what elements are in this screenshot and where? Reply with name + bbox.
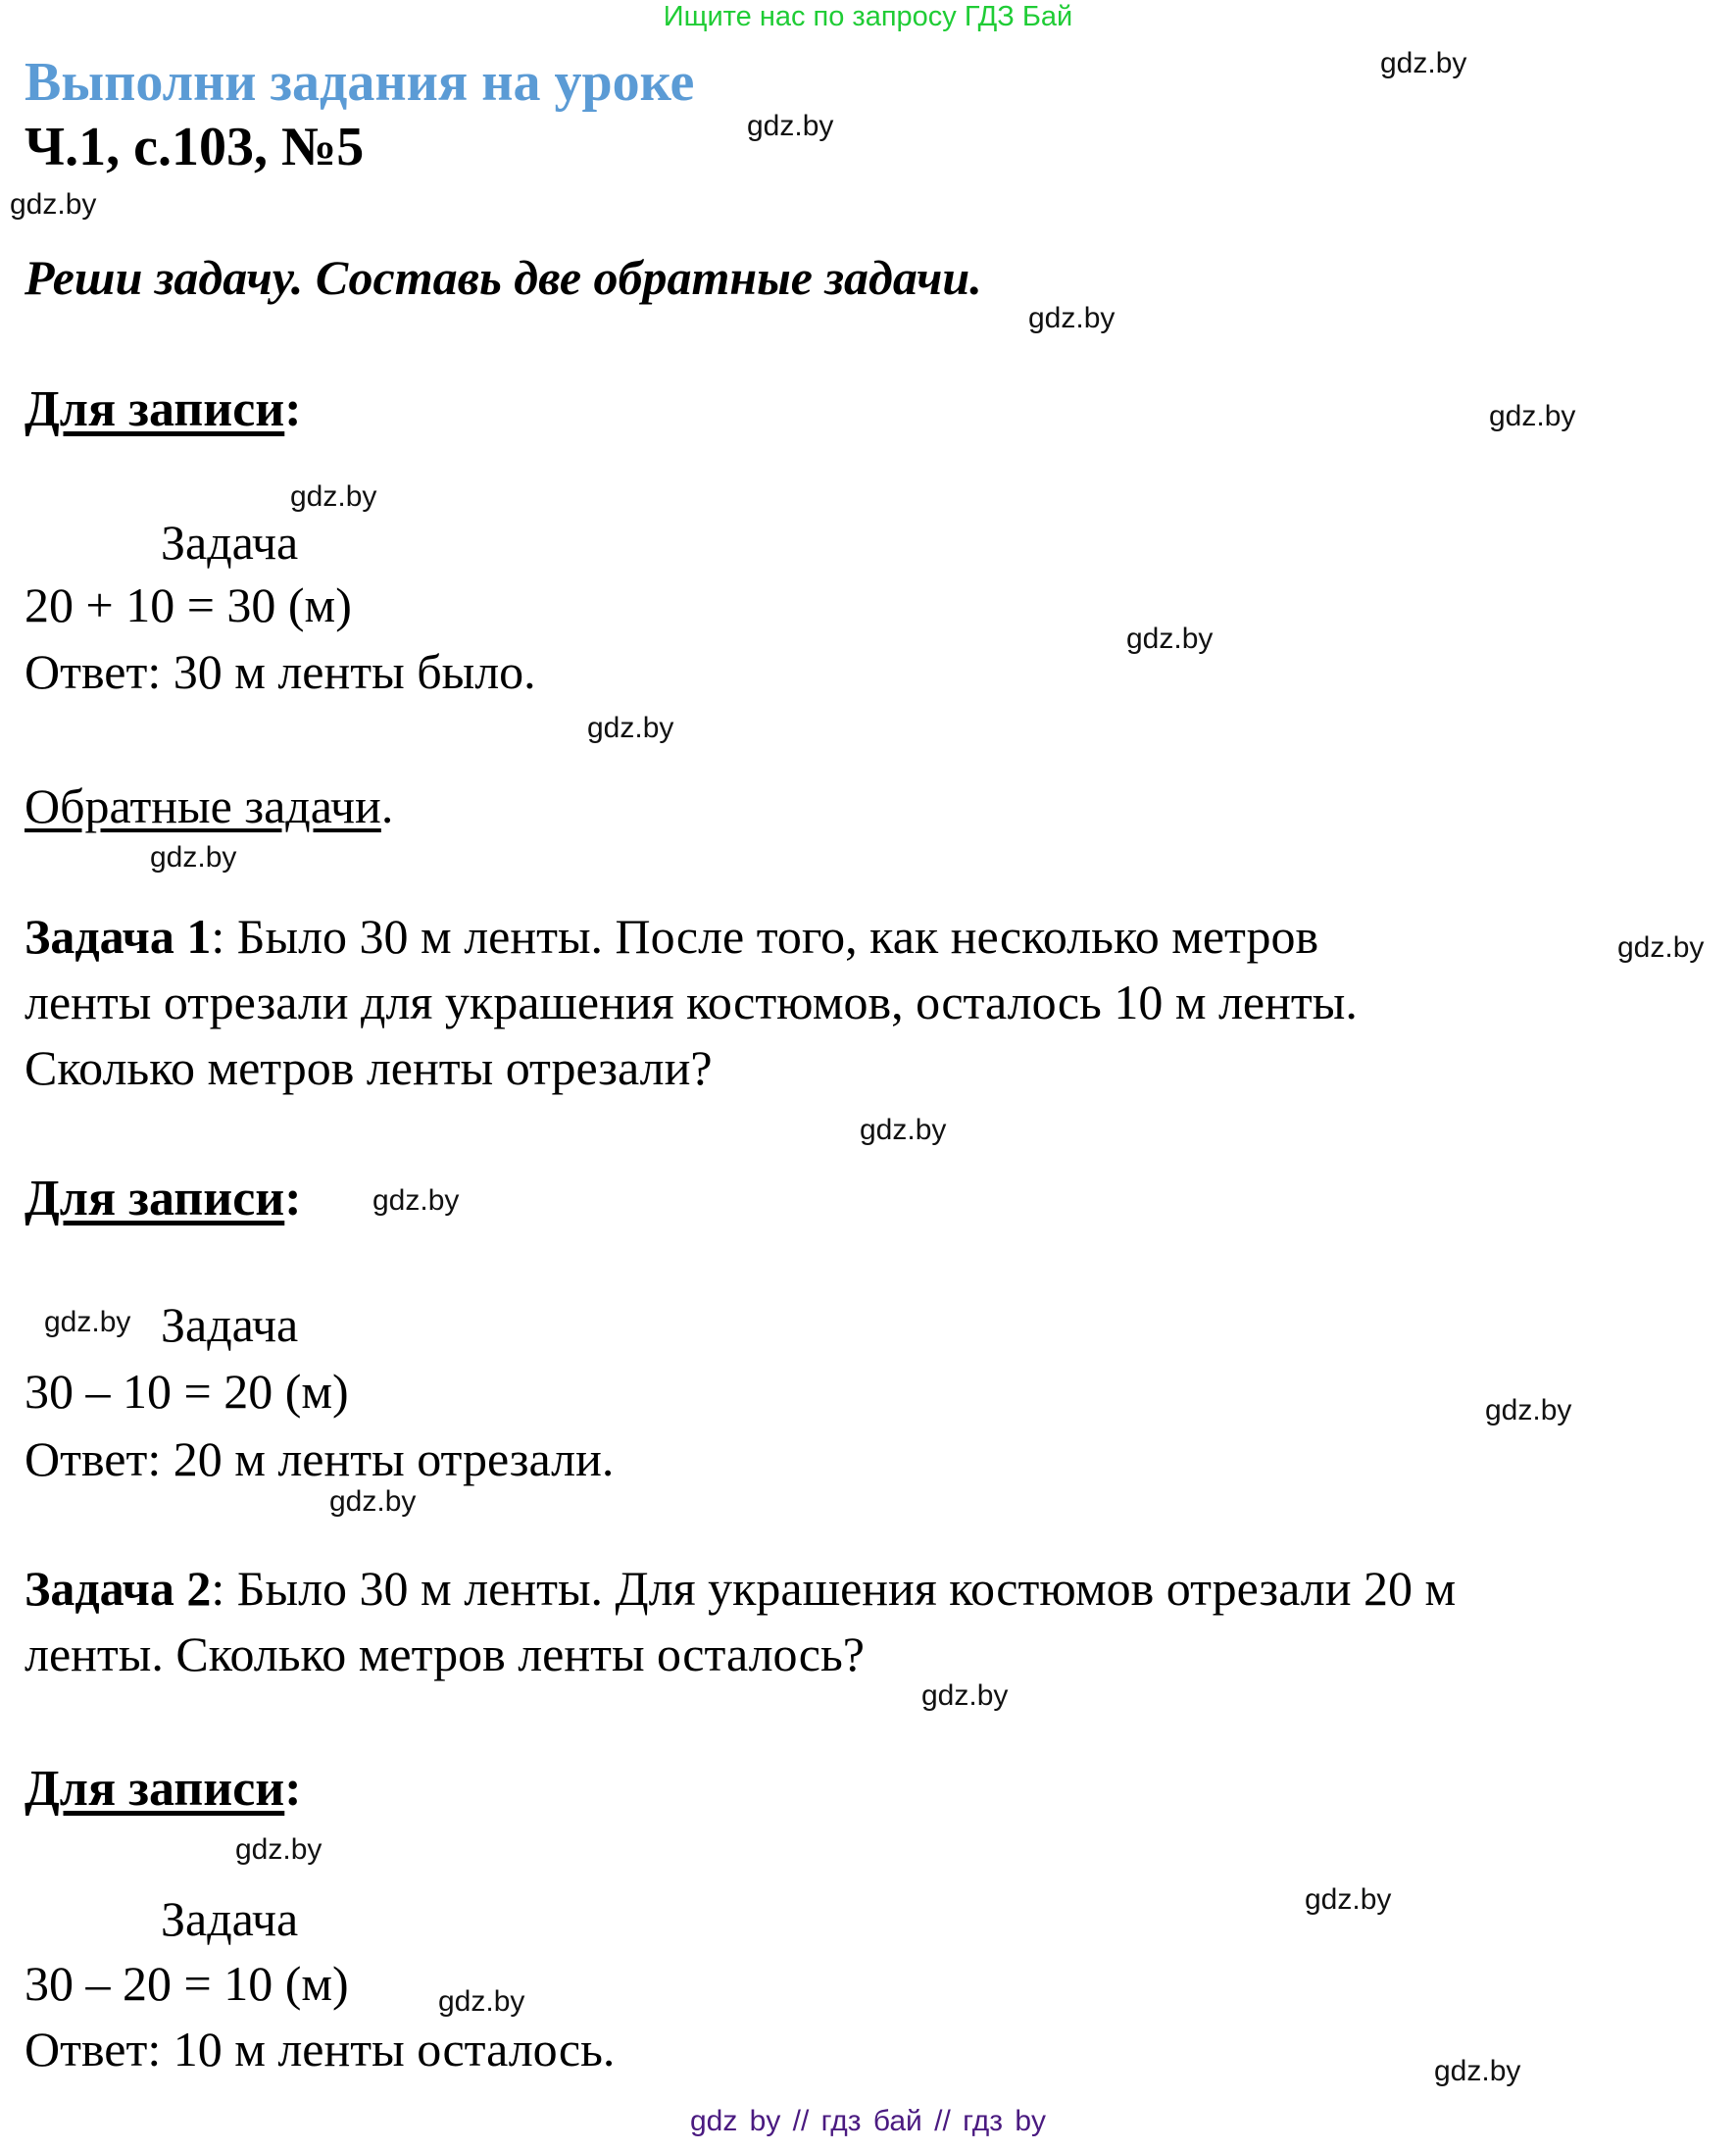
inverse-tasks-title (25, 776, 393, 835)
watermark: gdz.by (747, 110, 834, 142)
task1-line-2: ленты отрезали для украшения костюмов, осталось 10 м ленты. (25, 975, 1358, 1029)
watermark: gdz.by (1434, 2055, 1521, 2087)
record-colon: : (284, 381, 302, 437)
record-heading-3 (25, 1760, 302, 1819)
solution-heading-task2: Задача (161, 1891, 299, 1946)
solution-heading-main: Задача (161, 515, 299, 570)
watermark: gdz.by (921, 1679, 1009, 1712)
record-heading-2 (25, 1170, 302, 1228)
equation-main: 20 + 10 = 30 (м) (25, 577, 352, 632)
exercise-reference: Ч.1, с.103, №5 (25, 117, 365, 177)
task2-label: Задача 2 (25, 1561, 212, 1616)
watermark: gdz.by (372, 1184, 460, 1217)
task1-colon: : (211, 909, 225, 964)
task2-statement (25, 1556, 1730, 1687)
task2-line-2: ленты. Сколько метров ленты осталось? (25, 1626, 865, 1681)
record-heading-1 (25, 380, 302, 439)
watermark: gdz.by (860, 1114, 947, 1146)
inverse-tasks-label: Обратные задачи (25, 778, 381, 833)
watermark: gdz.by (438, 1985, 525, 2018)
solution-heading-task1: Задача (161, 1297, 299, 1352)
watermark: gdz.by (290, 480, 377, 513)
record-colon: : (284, 1761, 302, 1817)
watermark: gdz.by (1028, 302, 1116, 334)
watermark: gdz.by (587, 712, 674, 744)
answer-main: Ответ: 30 м ленты было. (25, 644, 536, 699)
search-banner: Ищите нас по запросу ГДЗ Бай (663, 1, 1073, 32)
watermark: gdz.by (1126, 623, 1214, 655)
record-label: Для записи (25, 1171, 285, 1226)
answer-task1: Ответ: 20 м ленты отрезали. (25, 1431, 615, 1486)
record-label: Для записи (25, 1761, 285, 1817)
footer-links: gdz by // гдз бай // гдз by (689, 2105, 1047, 2137)
watermark: gdz.by (1489, 400, 1576, 432)
record-colon: : (284, 1171, 302, 1226)
watermark: gdz.by (10, 188, 97, 221)
watermark: gdz.by (235, 1833, 322, 1866)
task-instruction: Реши задачу. Составь две обратные задачи. (25, 250, 982, 305)
equation-task1: 30 – 10 = 20 (м) (25, 1364, 349, 1419)
task1-statement (25, 904, 1730, 1101)
watermark: gdz.by (1305, 1883, 1392, 1916)
watermark: gdz.by (1485, 1394, 1572, 1426)
watermark: gdz.by (44, 1306, 131, 1338)
watermark: gdz.by (1380, 47, 1467, 79)
task1-line-1 (25, 904, 1730, 970)
watermark: gdz.by (1617, 931, 1705, 964)
page-title: Выполни задания на уроке (25, 52, 695, 113)
watermark: gdz.by (329, 1485, 417, 1518)
equation-task2: 30 – 20 = 10 (м) (25, 1956, 349, 2011)
task2-text-1: Было 30 м ленты. Для украшения костюмов отрезали 20 м (224, 1561, 1457, 1616)
task1-line-3: Сколько метров ленты отрезали? (25, 1040, 713, 1095)
inverse-tasks-period: . (380, 778, 394, 833)
task1-text-1: Было 30 м ленты. После того, как несколько метров (224, 909, 1319, 964)
task2-colon: : (211, 1561, 225, 1616)
record-label: Для записи (25, 381, 285, 437)
answer-task2: Ответ: 10 м ленты осталось. (25, 2022, 616, 2076)
task1-label: Задача 1 (25, 909, 212, 964)
watermark: gdz.by (150, 841, 237, 874)
task2-line-1 (25, 1556, 1730, 1622)
